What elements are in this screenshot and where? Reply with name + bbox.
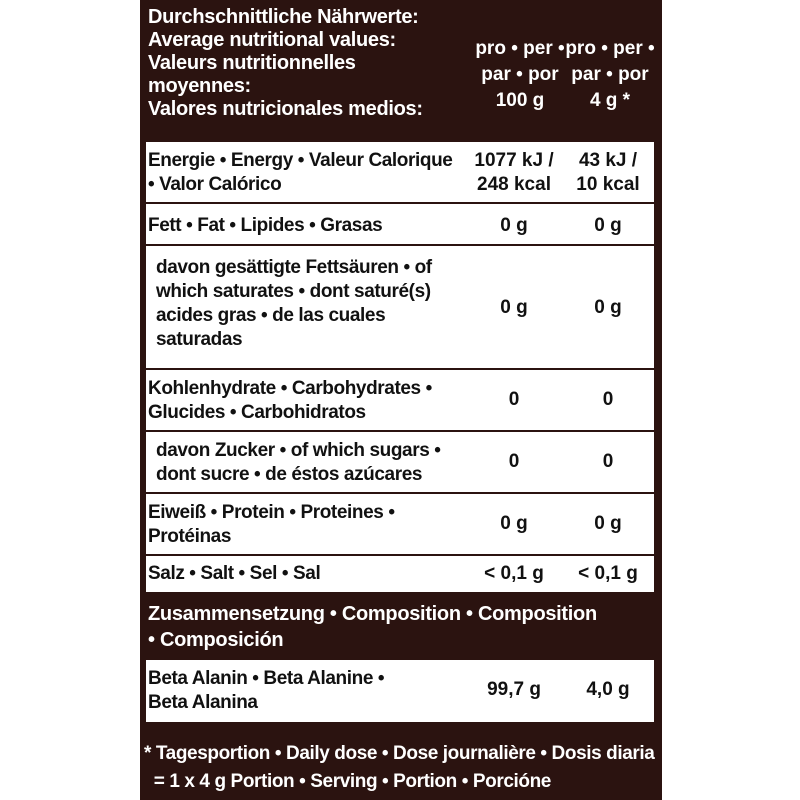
value-per-serving: 43 kJ / 10 kcal bbox=[576, 150, 640, 195]
table-row bbox=[146, 494, 654, 556]
value-per-serving: 0 g bbox=[594, 513, 622, 534]
nutrient-label: Eiweiß • Protein • Proteines • Protéinas bbox=[148, 502, 395, 547]
value-per-serving: 0 bbox=[602, 451, 614, 472]
header-line: Average nutritional values: bbox=[148, 29, 396, 51]
value-per-100g: < 0,1 g bbox=[484, 563, 544, 584]
table-row bbox=[146, 556, 654, 592]
header-title bbox=[148, 6, 468, 121]
nutrient-label: Fett • Fat • Lipides • Grasas bbox=[148, 215, 383, 236]
value-per-serving: < 0,1 g bbox=[578, 563, 638, 584]
table-row bbox=[146, 246, 654, 370]
header-col-per-serving: pro • per • par • por 4 g * bbox=[565, 38, 655, 111]
header-line: Valeurs nutritionnelles bbox=[148, 52, 356, 74]
value-per-100g: 0 g bbox=[500, 297, 528, 318]
table-row bbox=[146, 142, 654, 204]
value-per-100g: 0 g bbox=[500, 215, 528, 236]
value-per-100g: 1077 kJ / 248 kcal bbox=[474, 150, 554, 195]
nutrient-label: davon Zucker • of which sugars • dont sucre • de éstos azúcares bbox=[156, 440, 441, 485]
value-per-serving: 0 g bbox=[594, 215, 622, 236]
table-row bbox=[146, 370, 654, 432]
value-per-100g: 99,7 g bbox=[487, 679, 541, 700]
value-per-serving: 0 bbox=[602, 389, 614, 410]
header-line: moyennes: bbox=[148, 75, 251, 97]
value-per-100g: 0 g bbox=[500, 513, 528, 534]
header-line: Valores nutricionales medios: bbox=[148, 98, 423, 120]
header-col-per-100g: pro • per • par • por 100 g bbox=[475, 38, 565, 111]
nutrient-label: davon gesättigte Fettsäuren • of which saturates • dont saturé(s) acides gras • de las cuales saturadas bbox=[156, 257, 432, 350]
table-row bbox=[146, 432, 654, 494]
nutrient-label: Kohlenhydrate • Carbohydrates • Glucides • Carbohidratos bbox=[148, 378, 432, 423]
nutrition-table bbox=[146, 142, 654, 592]
value-per-serving: 0 g bbox=[594, 297, 622, 318]
nutrition-label bbox=[140, 0, 662, 800]
footnote: * Tagesportion • Daily dose • Dose journalière • Dosis diaria = 1 x 4 g Portion • Serving • Portion • Porcióne bbox=[144, 743, 655, 792]
nutrient-label: Energie • Energy • Valeur Calorique • Valor Calórico bbox=[148, 150, 453, 195]
value-per-100g: 0 bbox=[508, 451, 520, 472]
table-row bbox=[146, 204, 654, 246]
nutrient-label: Salz • Salt • Sel • Sal bbox=[148, 563, 321, 584]
ingredient-label: Beta Alanin • Beta Alanine • Beta Alanina bbox=[148, 668, 385, 713]
composition-title: Zusammensetzung • Composition • Composition • Composición bbox=[148, 603, 597, 651]
header-line: Durchschnittliche Nährwerte: bbox=[148, 6, 419, 28]
value-per-100g: 0 bbox=[508, 389, 520, 410]
value-per-serving: 4,0 g bbox=[586, 679, 630, 700]
composition-table bbox=[146, 660, 654, 722]
